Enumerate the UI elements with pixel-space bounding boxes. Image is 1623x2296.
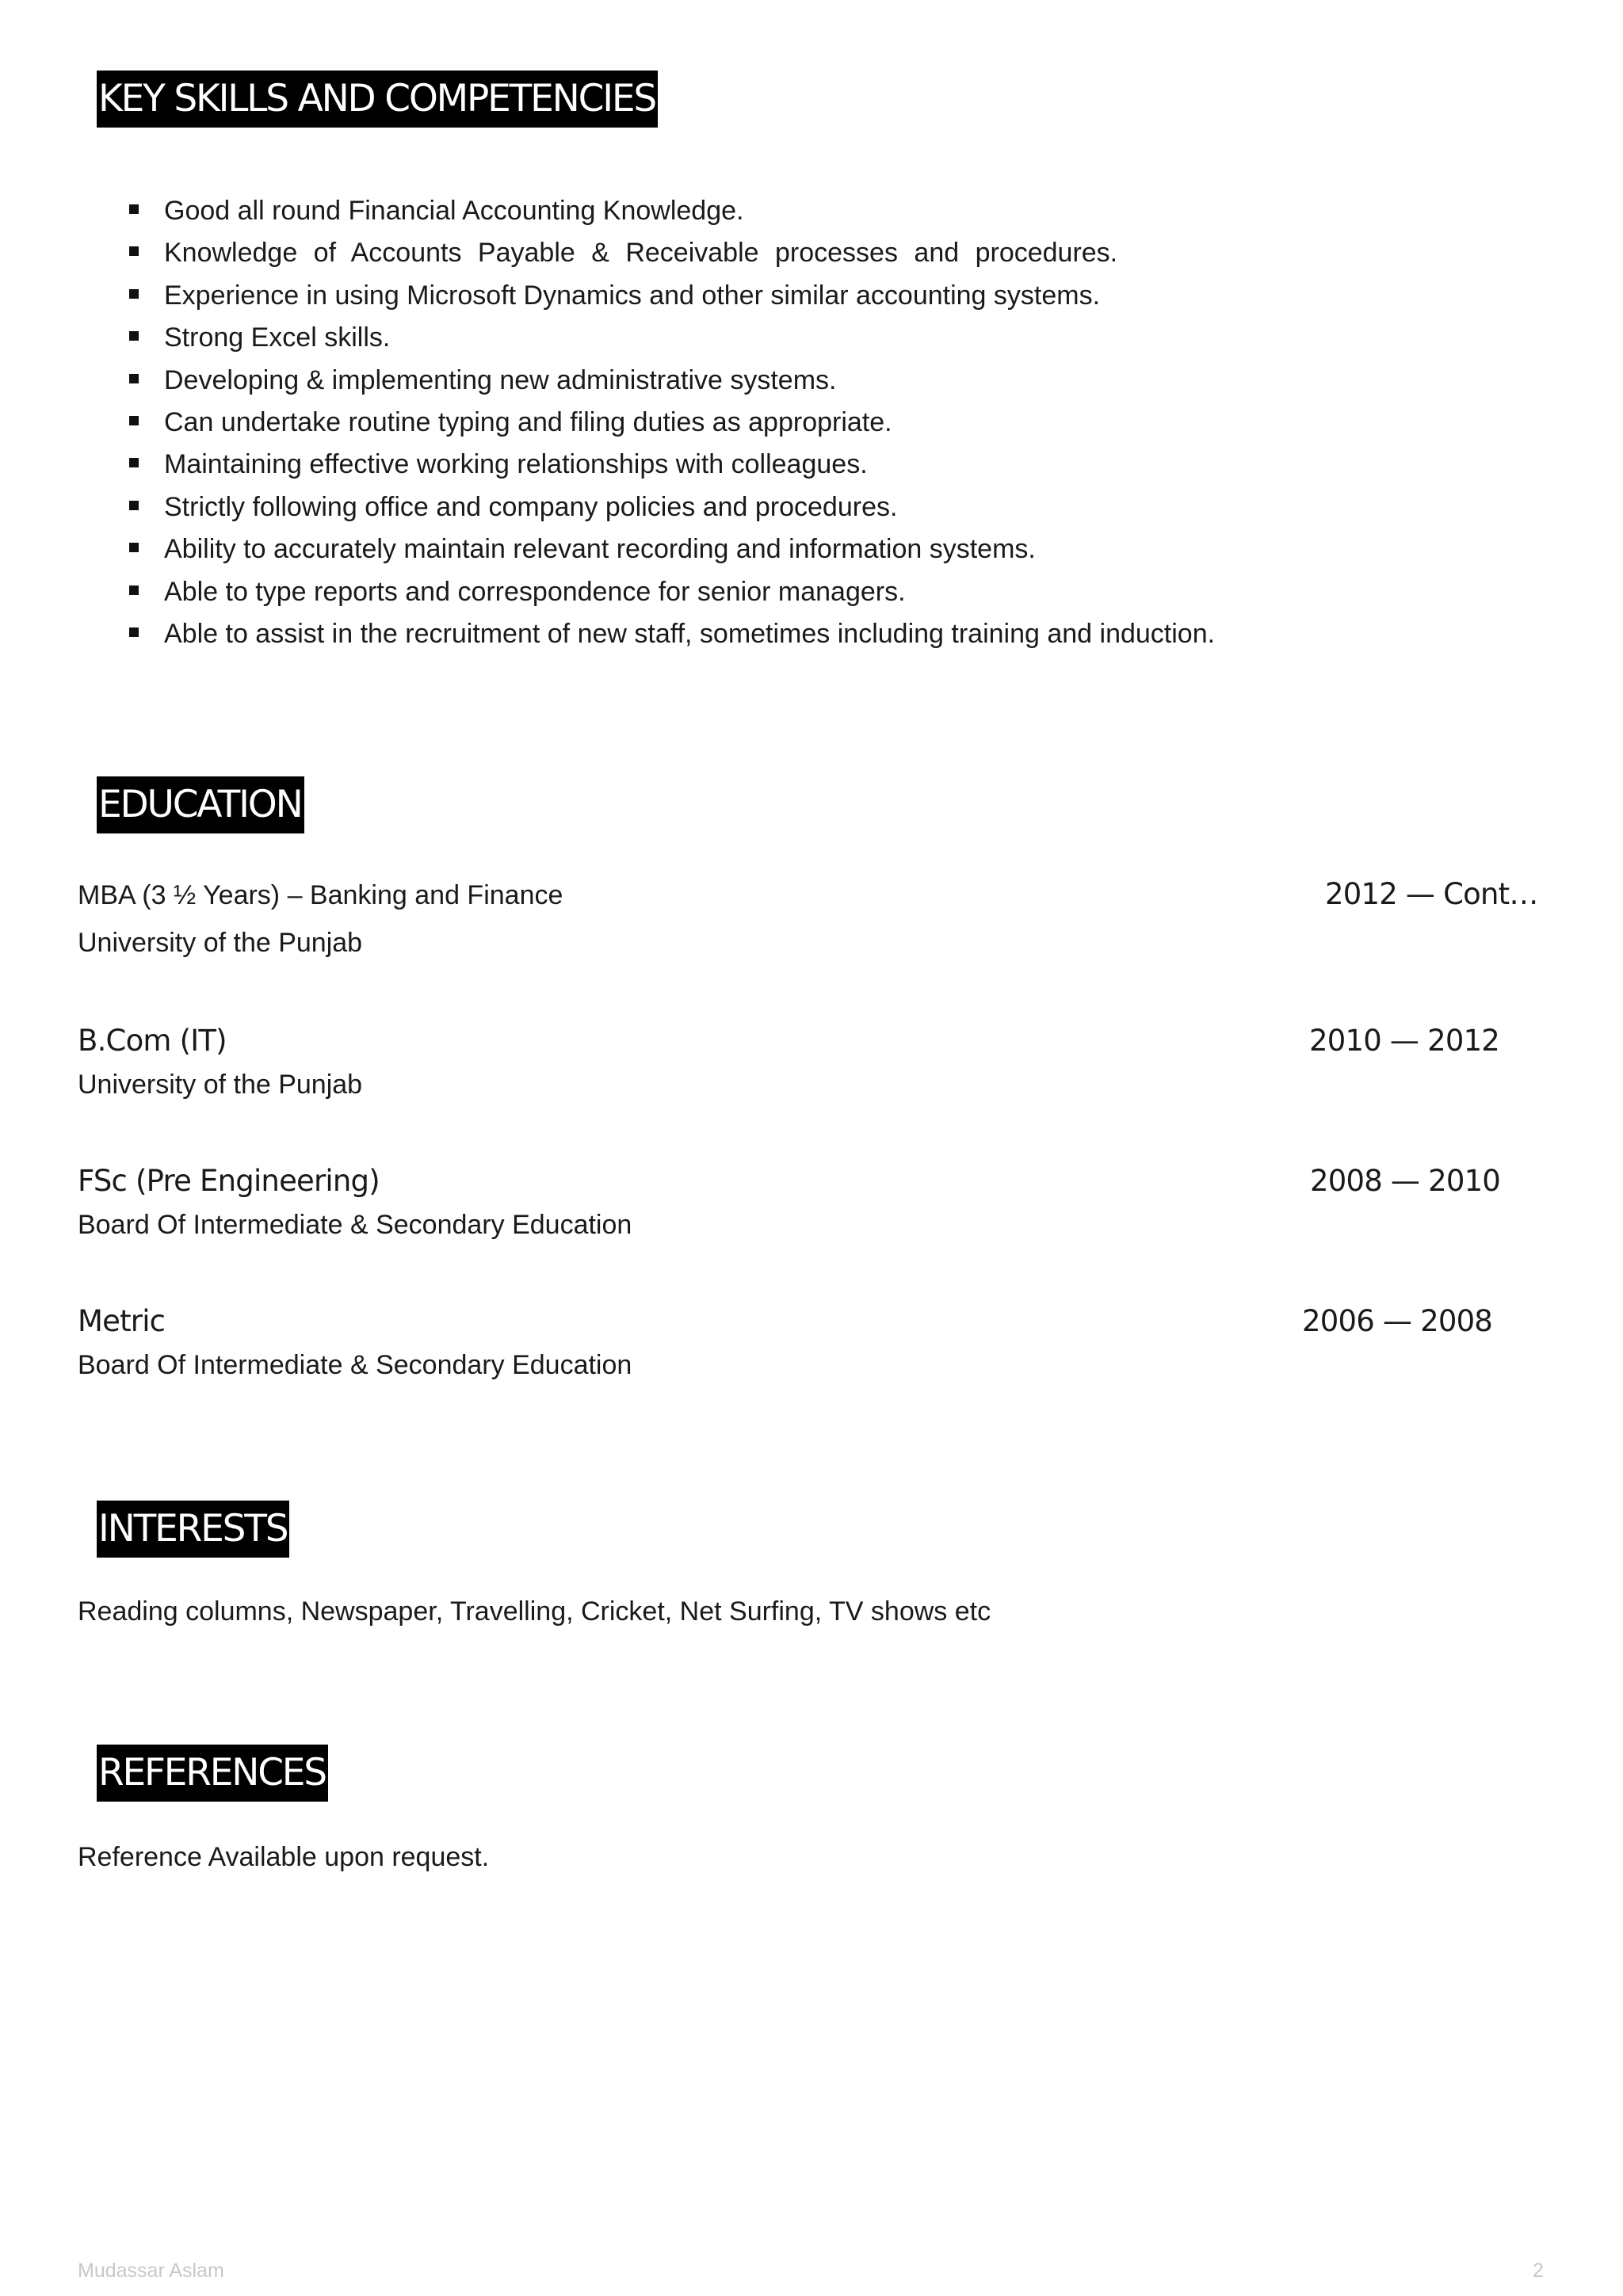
footer-page-number: 2 xyxy=(1533,2260,1544,2282)
skill-text: Able to type reports and correspondence for senior managers. xyxy=(164,576,906,607)
skill-list-item xyxy=(0,618,1506,660)
education-section-heading: EDUCATION xyxy=(97,776,304,833)
square-bullet-icon xyxy=(129,416,139,425)
education-degree: FSc (Pre Engineering) xyxy=(78,1164,380,1198)
skill-text: Can undertake routine typing and filing duties as appropriate. xyxy=(164,406,892,437)
skill-text: Ability to accurately maintain relevant recording and information systems. xyxy=(164,534,1036,565)
skill-list-item xyxy=(0,322,1506,364)
skill-text: Strong Excel skills. xyxy=(164,322,391,353)
square-bullet-icon xyxy=(129,458,139,467)
skill-text: Experience in using Microsoft Dynamics and other similar accounting systems. xyxy=(164,280,1101,311)
square-bullet-icon xyxy=(129,585,139,595)
education-degree: Metric xyxy=(78,1304,166,1338)
skill-text: Strictly following office and company policies and procedures. xyxy=(164,491,898,522)
square-bullet-icon xyxy=(129,374,139,383)
skill-text: Maintaining effective working relationships with colleagues. xyxy=(164,449,868,480)
education-institution: University of the Punjab xyxy=(78,928,363,958)
skill-list-item xyxy=(0,448,1506,490)
skill-list-item xyxy=(0,280,1506,322)
skills-list xyxy=(0,195,1506,660)
skills-section-heading: KEY SKILLS AND COMPETENCIES xyxy=(97,71,658,128)
education-degree: MBA (3 ½ Years) – Banking and Finance xyxy=(78,880,563,910)
square-bullet-icon xyxy=(129,204,139,214)
skill-list-item xyxy=(0,237,1506,279)
education-years: 2006 — 2008 xyxy=(1302,1304,1493,1338)
square-bullet-icon xyxy=(129,543,139,552)
square-bullet-icon xyxy=(129,331,139,341)
education-years: 2010 — 2012 xyxy=(1309,1024,1500,1058)
references-section-heading: REFERENCES xyxy=(97,1745,328,1802)
skill-text: Developing & implementing new administrative systems. xyxy=(164,364,837,395)
skill-list-item xyxy=(0,491,1506,533)
interests-section-heading: INTERESTS xyxy=(97,1501,289,1558)
skill-list-item xyxy=(0,406,1506,448)
skill-list-item xyxy=(0,364,1506,406)
square-bullet-icon xyxy=(129,501,139,510)
skill-list-item xyxy=(0,195,1506,237)
square-bullet-icon xyxy=(129,627,139,637)
education-institution: Board Of Intermediate & Secondary Education xyxy=(78,1210,632,1240)
interests-text: Reading columns, Newspaper, Travelling, Cricket, Net Surfing, TV shows etc xyxy=(78,1596,991,1627)
skill-text: Good all round Financial Accounting Knowledge. xyxy=(164,196,744,226)
education-years: 2008 — 2010 xyxy=(1310,1164,1501,1198)
square-bullet-icon xyxy=(129,246,139,256)
references-text: Reference Available upon request. xyxy=(78,1842,490,1872)
education-years: 2012 — Cont… xyxy=(1325,877,1538,911)
skill-text: Knowledge of Accounts Payable & Receivable processes and procedures. xyxy=(164,238,1118,269)
skill-list-item xyxy=(0,576,1506,618)
footer-author-name: Mudassar Aslam xyxy=(78,2260,224,2282)
skill-text: Able to assist in the recruitment of new staff, sometimes including training and induction. xyxy=(164,618,1216,649)
skill-list-item xyxy=(0,533,1506,575)
square-bullet-icon xyxy=(129,289,139,299)
education-institution: Board Of Intermediate & Secondary Education xyxy=(78,1350,632,1380)
education-institution: University of the Punjab xyxy=(78,1070,363,1100)
education-degree: B.Com (IT) xyxy=(78,1024,227,1058)
